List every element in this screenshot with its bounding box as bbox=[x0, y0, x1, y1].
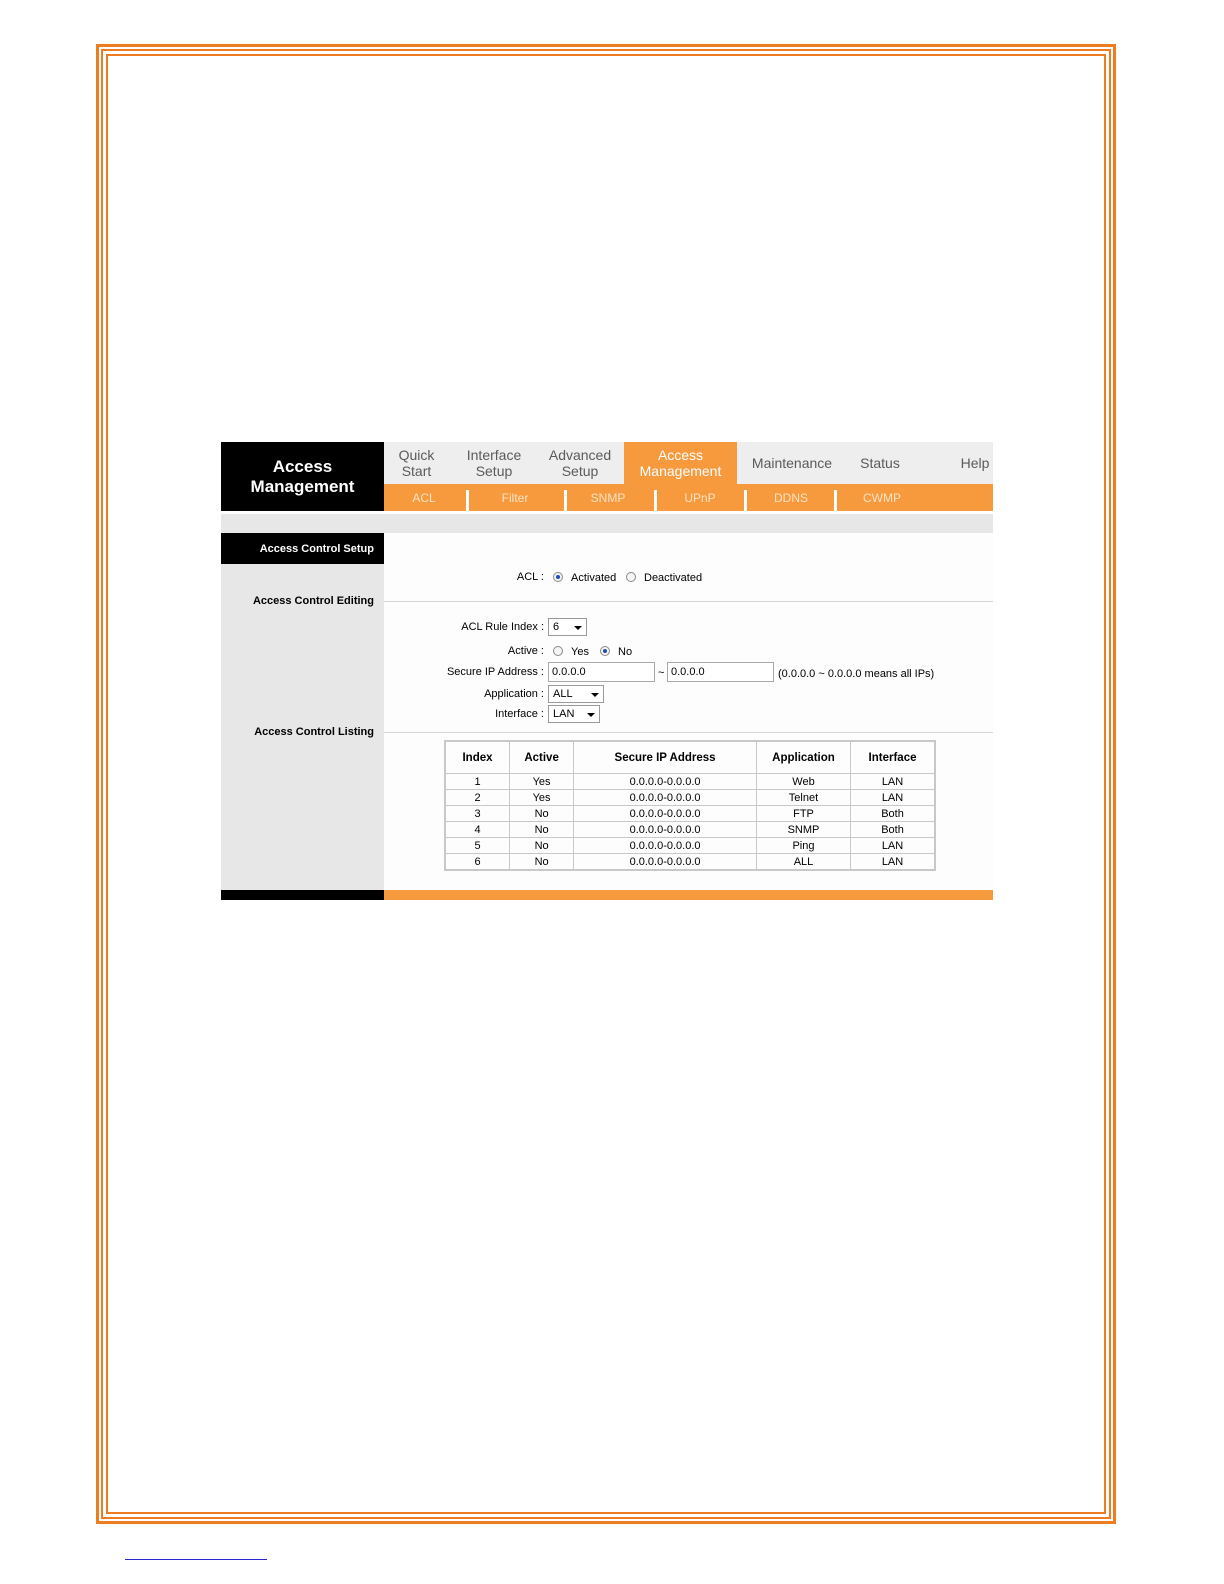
active-label: Active : bbox=[507, 645, 544, 657]
cell-secure-ip: 0.0.0.0-0.0.0.0 bbox=[574, 806, 757, 822]
cell-interface: LAN bbox=[851, 854, 935, 871]
acl-deactivated-radio[interactable] bbox=[626, 572, 636, 582]
cell-active: No bbox=[510, 806, 574, 822]
section-title-setup: Access Control Setup bbox=[221, 533, 384, 564]
footer-bar-right bbox=[384, 890, 993, 900]
secure-ip-label: Secure IP Address : bbox=[446, 666, 544, 678]
column-header-active: Active bbox=[510, 741, 574, 774]
cell-secure-ip: 0.0.0.0-0.0.0.0 bbox=[574, 790, 757, 806]
application-label: Application : bbox=[484, 688, 544, 700]
subtab-snmp[interactable]: SNMP bbox=[590, 490, 626, 505]
cell-index: 2 bbox=[445, 790, 510, 806]
footnote-separator bbox=[125, 1559, 267, 1560]
tab-label: Help bbox=[960, 455, 990, 471]
cell-active: No bbox=[510, 854, 574, 871]
header-spacer bbox=[221, 514, 993, 533]
secure-ip-end-input[interactable]: 0.0.0.0 bbox=[667, 662, 774, 682]
column-header-application: Application bbox=[756, 741, 850, 774]
brand-title-line1: Access bbox=[272, 456, 333, 476]
acl-listing-table bbox=[444, 740, 936, 871]
cell-secure-ip: 0.0.0.0-0.0.0.0 bbox=[574, 854, 757, 871]
tab-label: Start bbox=[401, 463, 432, 479]
cell-interface: Both bbox=[851, 806, 935, 822]
tab-quick-start[interactable] bbox=[384, 442, 449, 484]
acl-deactivated-label: Deactivated bbox=[644, 572, 703, 584]
rule-index-value: 6 bbox=[553, 621, 560, 633]
application-value: ALL bbox=[553, 688, 573, 700]
tab-help[interactable] bbox=[944, 442, 1006, 484]
acl-label: ACL : bbox=[516, 571, 544, 583]
cell-interface: Both bbox=[851, 822, 935, 838]
column-header-index: Index bbox=[445, 741, 510, 774]
tab-label: Status bbox=[860, 455, 900, 471]
table-row bbox=[445, 790, 935, 806]
table-row bbox=[445, 838, 935, 854]
top-nav bbox=[384, 442, 993, 484]
table-row bbox=[445, 774, 935, 790]
active-yes-radio[interactable] bbox=[553, 646, 563, 656]
cell-index: 6 bbox=[445, 854, 510, 871]
cell-application: SNMP bbox=[756, 822, 850, 838]
column-header-secure-ip: Secure IP Address bbox=[574, 741, 757, 774]
cell-index: 3 bbox=[445, 806, 510, 822]
table-row bbox=[445, 822, 935, 838]
table-header-row bbox=[445, 741, 935, 774]
cell-active: No bbox=[510, 822, 574, 838]
cell-secure-ip: 0.0.0.0-0.0.0.0 bbox=[574, 822, 757, 838]
tab-label: Maintenance bbox=[751, 455, 833, 471]
application-select[interactable] bbox=[548, 685, 604, 703]
tab-label: Access bbox=[657, 447, 704, 463]
section-divider bbox=[384, 601, 993, 602]
ip-range-tilde: ~ bbox=[658, 667, 665, 679]
dropdown-arrow-icon bbox=[587, 713, 595, 717]
tab-status[interactable] bbox=[846, 442, 914, 484]
cell-secure-ip: 0.0.0.0-0.0.0.0 bbox=[574, 838, 757, 854]
cell-interface: LAN bbox=[851, 774, 935, 790]
footer-bar-left bbox=[221, 890, 384, 900]
left-column bbox=[221, 533, 384, 890]
section-title-listing: Access Control Listing bbox=[254, 726, 374, 738]
cell-index: 1 bbox=[445, 774, 510, 790]
active-no-radio[interactable] bbox=[600, 646, 610, 656]
cell-application: FTP bbox=[756, 806, 850, 822]
tab-advanced-setup[interactable] bbox=[539, 442, 621, 484]
tab-maintenance[interactable] bbox=[742, 442, 842, 484]
active-no-label: No bbox=[618, 646, 633, 658]
cell-secure-ip: 0.0.0.0-0.0.0.0 bbox=[574, 774, 757, 790]
tab-label: Setup bbox=[561, 463, 599, 479]
acl-activated-label: Activated bbox=[571, 572, 617, 584]
tab-interface-setup[interactable] bbox=[452, 442, 536, 484]
brand-title bbox=[221, 442, 384, 511]
subtab-upnp[interactable]: UPnP bbox=[684, 490, 716, 505]
subtab-cwmp[interactable]: CWMP bbox=[863, 490, 901, 505]
section-divider bbox=[384, 732, 993, 733]
sub-nav bbox=[384, 484, 993, 511]
column-header-interface: Interface bbox=[851, 741, 935, 774]
cell-index: 4 bbox=[445, 822, 510, 838]
subtab-ddns[interactable]: DDNS bbox=[773, 490, 808, 505]
cell-index: 5 bbox=[445, 838, 510, 854]
section-title-editing: Access Control Editing bbox=[252, 595, 374, 607]
cell-interface: LAN bbox=[851, 838, 935, 854]
cell-application: Web bbox=[756, 774, 850, 790]
cell-application: ALL bbox=[756, 854, 850, 871]
cell-application: Telnet bbox=[756, 790, 850, 806]
interface-value: LAN bbox=[553, 708, 575, 720]
cell-active: Yes bbox=[510, 774, 574, 790]
cell-active: Yes bbox=[510, 790, 574, 806]
subnav-divider bbox=[466, 490, 469, 511]
cell-active: No bbox=[510, 838, 574, 854]
interface-label: Interface : bbox=[495, 708, 544, 720]
dropdown-arrow-icon bbox=[591, 693, 599, 697]
cell-application: Ping bbox=[756, 838, 850, 854]
cell-interface: LAN bbox=[851, 790, 935, 806]
table-row bbox=[445, 854, 935, 871]
dropdown-arrow-icon bbox=[574, 626, 582, 630]
rule-index-label: ACL Rule Index : bbox=[461, 621, 544, 633]
router-admin-screenshot bbox=[221, 442, 993, 900]
ip-range-hint: (0.0.0.0 ~ 0.0.0.0 means all IPs) bbox=[778, 668, 935, 680]
tab-label: Quick bbox=[398, 447, 435, 463]
interface-select[interactable] bbox=[548, 705, 600, 723]
brand-title-line2: Management bbox=[250, 476, 355, 496]
subnav-divider bbox=[834, 490, 837, 511]
acl-activated-radio[interactable] bbox=[553, 572, 563, 582]
subtab-filter[interactable]: Filter bbox=[501, 490, 529, 505]
active-yes-label: Yes bbox=[571, 646, 589, 658]
tab-label: Setup bbox=[475, 463, 513, 479]
tab-label: Advanced bbox=[548, 447, 612, 463]
secure-ip-start-input[interactable]: 0.0.0.0 bbox=[548, 662, 655, 682]
rule-index-select[interactable] bbox=[548, 618, 587, 636]
tab-label: Interface bbox=[466, 447, 522, 463]
subtab-acl[interactable]: ACL bbox=[412, 490, 436, 505]
tab-label: Management bbox=[639, 463, 722, 479]
tab-access-management[interactable] bbox=[624, 442, 737, 484]
table-row bbox=[445, 806, 935, 822]
